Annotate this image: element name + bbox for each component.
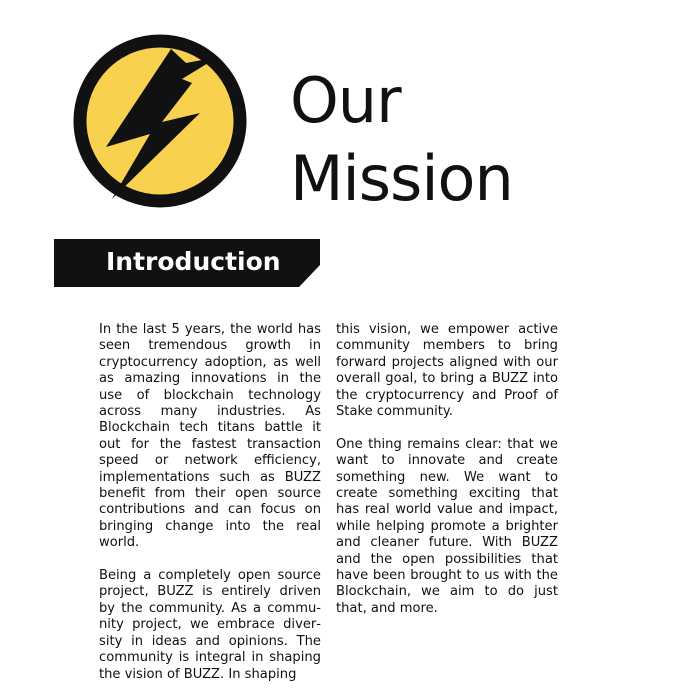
title-line-2: Mission: [290, 142, 513, 215]
paragraph: In the last 5 years, the world has seen tremendous growth in cryptocurrency adoption, as well as amazing innovations in the use of blockchain technology across many industries. As Blockchain tech titans battle it out for the fastest transaction speed or network efficiency, implementations such as BUZZ benefit from their open source contributions and can focus on bringing change into the real world.: [99, 322, 321, 551]
section-banner: [54, 239, 320, 287]
section-heading: Introduction: [106, 247, 281, 276]
paragraph: this vision, we empower active community members to bring forward projects aligned with our overall goal, to bring a BUZZ into the cryptocurrency and Proof of Stake community.: [336, 322, 558, 420]
left-text-column: [99, 322, 321, 699]
paragraph: One thing remains clear: that we want to innovate and create something new. We want to create something exciting that has real world value and impact, while helping promote a brighter and cleaner future. With BUZZ and the open possibilities that have been brought to us with the Blockchain, we aim to do just that, and more.: [336, 436, 558, 616]
title-line-1: Our: [290, 64, 401, 137]
page-title: [290, 62, 513, 218]
paragraph: Being a completely open source project, BUZZ is entirely driven by the community. As a community project, we embrace diversity in ideas and opinions. The community is integral in shaping the vision of BUZZ. In shaping: [99, 568, 321, 682]
right-text-column: [336, 322, 558, 634]
lightning-bolt-icon: [72, 27, 252, 217]
